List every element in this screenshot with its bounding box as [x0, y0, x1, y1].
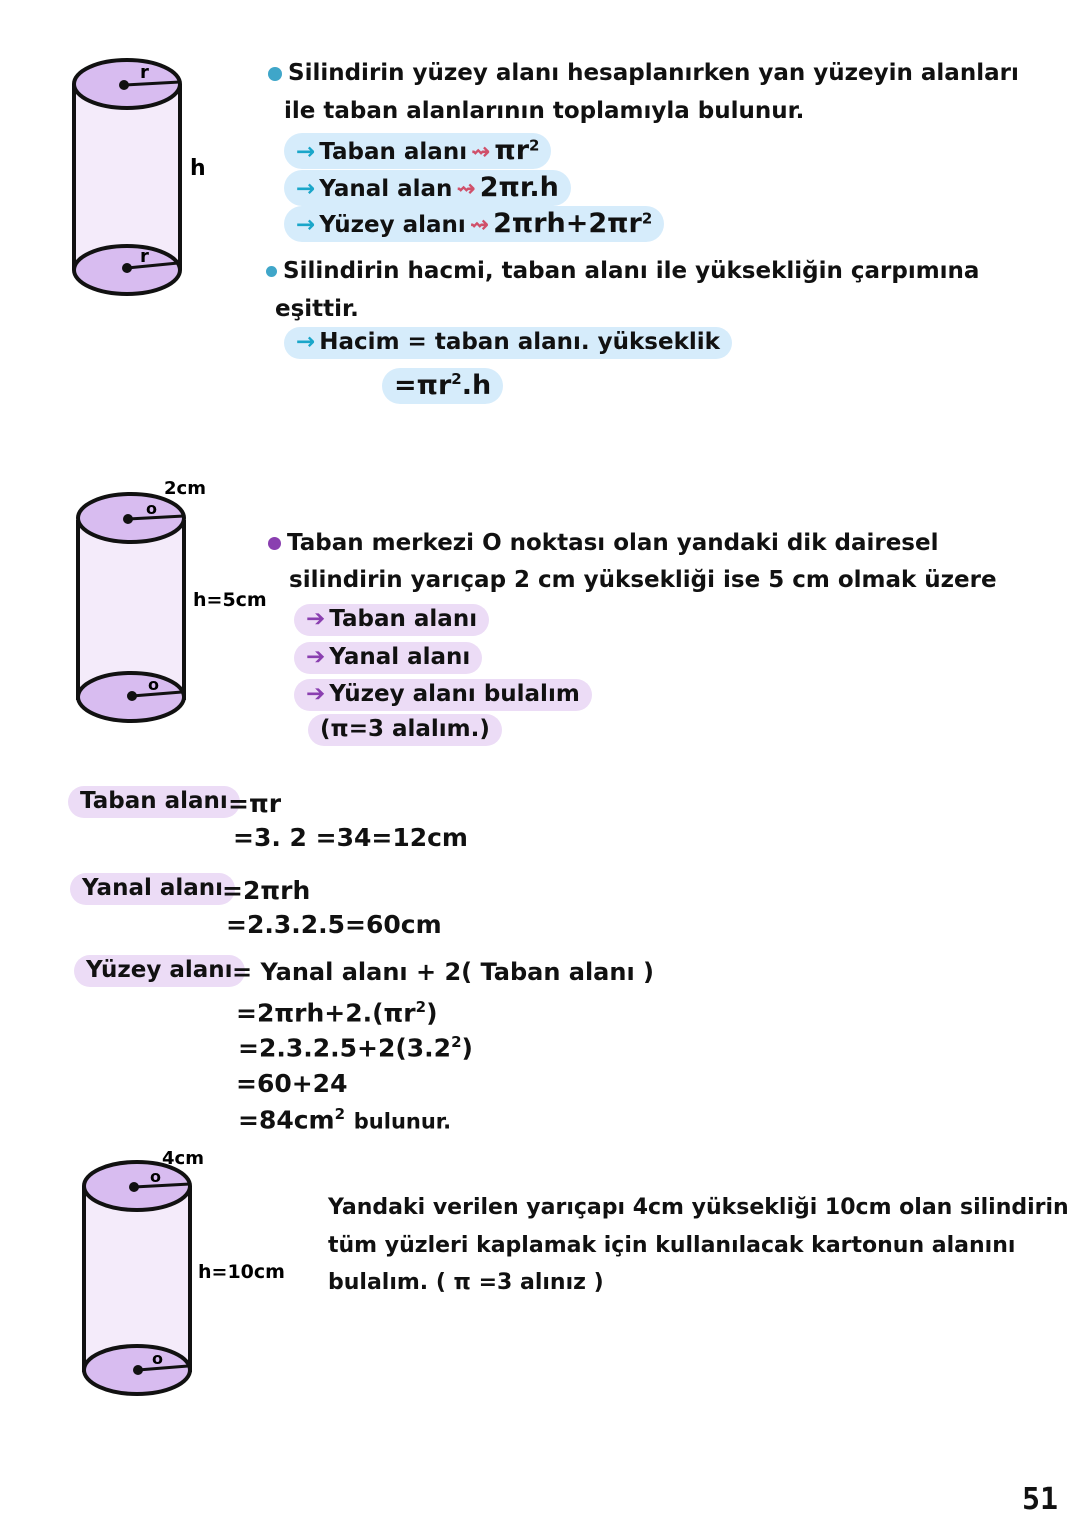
section2-item-yuzey: ➔ Yüzey alanı bulalım	[294, 679, 592, 711]
solution-yuzey-eq1: = Yanal alanı + 2( Taban alanı )	[232, 958, 655, 986]
formula-taban: → Taban alanı ⇝ $\pi r^2$	[284, 133, 551, 169]
arrow-right-icon: ➔	[306, 606, 326, 632]
arrow-right-icon: →	[296, 329, 316, 355]
squiggle-arrow-icon: ⇝	[471, 139, 491, 165]
section2-line1: Taban merkezi O noktası olan yandaki dik dairesel	[268, 530, 938, 558]
section1-paragraph2-line1: Silindirin hacmi, taban alanı ile yüksekliğin çarpımına	[266, 258, 979, 286]
cylinder2-radius-label: 2cm	[164, 478, 206, 499]
formula-yuzey: → Yüzey alanı ⇝ $2\pi rh+2\pi r^2$	[284, 206, 664, 242]
section2-line2: silindirin yarıçap 2 cm yüksekliği ise 5 cm olmak üzere	[289, 567, 997, 593]
solution-taban-eq2: =3. 2 =34=12cm	[233, 823, 468, 852]
arrow-right-icon: →	[296, 139, 316, 165]
cylinder3-center-bottom: o	[152, 1349, 163, 1368]
section2-item-yanal: ➔ Yanal alanı	[294, 642, 482, 674]
cylinder3-radius-label: 4cm	[162, 1148, 204, 1169]
squiggle-arrow-icon: ⇝	[469, 212, 490, 238]
solution-yanal-label: Yanal alanı	[70, 873, 235, 905]
cylinder2-center-bottom: o	[148, 675, 159, 694]
arrow-right-icon: →	[296, 212, 316, 238]
cylinder3-h-label: h=10cm	[198, 1261, 285, 1283]
teal-bullet-icon	[266, 266, 277, 277]
solution-yuzey-eq4: =60+24	[236, 1069, 348, 1098]
section1-paragraph1-line2: ile taban alanlarının toplamıyla bulunur.	[284, 98, 805, 124]
cylinder-diagram-1	[60, 50, 230, 310]
section2-item-taban: ➔ Taban alanı	[294, 604, 489, 636]
page-number: 51	[1022, 1482, 1059, 1517]
section1-paragraph1-line1: Silindirin yüzey alanı hesaplanırken yan yüzeyin alanları	[268, 60, 1019, 88]
section3-line3: bulalım. ( π =3 alınız )	[328, 1270, 604, 1295]
section2-note: (π=3 alalım.)	[308, 714, 502, 746]
section1-paragraph2-line2: eşittir.	[275, 296, 359, 322]
solution-yuzey-eq2: $=2\pi rh+2.(\pi r^2)$	[236, 998, 438, 1028]
cylinder3-center-top: o	[150, 1167, 161, 1186]
arrow-right-icon: ➔	[306, 644, 326, 670]
cylinder1-r-bottom: r	[140, 246, 149, 267]
volume-formula-line2: $=\pi r^2.h$	[382, 368, 503, 404]
formula-yanal: → Yanal alan ⇝ 2πr.h	[284, 170, 571, 206]
cylinder1-h-label: h	[190, 156, 206, 181]
section3-line1: Yandaki verilen yarıçapı 4cm yüksekliği 10cm olan silindirin	[328, 1195, 1069, 1220]
teal-bullet-icon	[268, 67, 282, 81]
arrow-right-icon: ➔	[306, 681, 326, 707]
solution-yuzey-label: Yüzey alanı	[74, 955, 245, 987]
solution-yuzey-eq5: $=84cm^2$ bulunur.	[238, 1105, 452, 1135]
section3-line2: tüm yüzleri kaplamak için kullanılacak kartonun alanını	[328, 1233, 1016, 1258]
cylinder2-center-top: o	[146, 499, 157, 518]
cylinder-diagram-2	[60, 472, 280, 732]
solution-yanal-eq2: =2.3.2.5=60cm	[226, 910, 442, 939]
solution-yanal-eq1: =2πrh	[222, 876, 311, 905]
solution-taban-label: Taban alanı	[68, 786, 240, 818]
squiggle-arrow-icon: ⇝	[456, 176, 476, 202]
purple-bullet-icon	[268, 537, 281, 550]
solution-taban-eq1: =πr	[228, 789, 282, 818]
cylinder1-r-top: r	[140, 62, 149, 83]
cylinder2-h-label: h=5cm	[193, 589, 267, 611]
arrow-right-icon: →	[296, 176, 316, 202]
volume-formula-line1: → Hacim = taban alanı. yükseklik	[284, 327, 732, 359]
cylinder-diagram-3	[64, 1140, 304, 1400]
solution-yuzey-eq3: $=2.3.2.5+2(3.2^2)$	[238, 1033, 473, 1063]
